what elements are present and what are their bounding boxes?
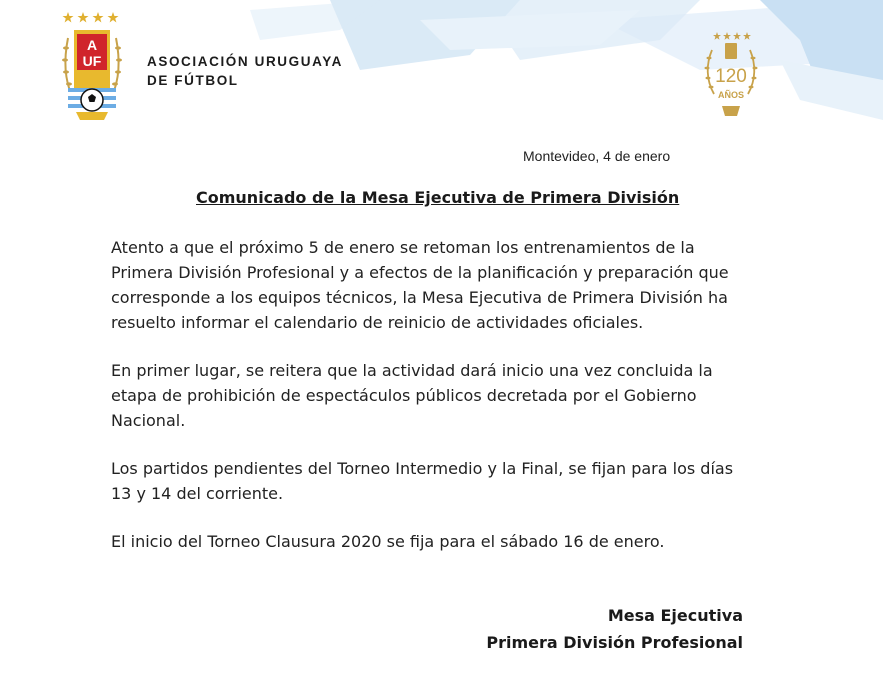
org-name-line2: DE FÚTBOL [147, 73, 239, 88]
paragraph-line: Nacional. [111, 411, 186, 430]
paragraph-line: En primer lugar, se reitera que la actividad dará inicio una vez concluida la [111, 361, 713, 380]
auf-crest-logo [60, 8, 124, 120]
crest-stars [63, 12, 119, 23]
document-date: Montevideo, 4 de enero [523, 148, 671, 164]
paragraph-line: resuelto informar el calendario de reinicio de actividades oficiales. [111, 313, 644, 332]
paragraph-line: etapa de prohibición de espectáculos públicos decretada por el Gobierno [111, 386, 697, 405]
paragraph-3 [111, 456, 751, 506]
organization-name [147, 52, 343, 90]
svg-text:UF: UF [82, 53, 102, 69]
svg-text:A: A [86, 37, 98, 53]
paragraph-line: 13 y 14 del corriente. [111, 484, 284, 503]
anniversary-number: 120 [715, 66, 747, 87]
anniversary-label: AÑOS [717, 90, 745, 100]
paragraph-line: Primera División Profesional y a efectos de la planificación y preparación que [111, 263, 729, 282]
paragraph-2 [111, 358, 751, 433]
signature-block [486, 602, 743, 656]
paragraph-line: Atento a que el próximo 5 de enero se retoman los entrenamientos de la [111, 238, 695, 257]
paragraph-4 [111, 529, 751, 554]
signature-line1: Mesa Ejecutiva [607, 606, 743, 625]
paragraph-1 [111, 235, 751, 335]
paragraph-line: El inicio del Torneo Clausura 2020 se fija para el sábado 16 de enero. [111, 532, 665, 551]
document-title: Comunicado de la Mesa Ejecutiva de Primera División [196, 188, 680, 207]
paragraph-line: corresponde a los equipos técnicos, la Mesa Ejecutiva de Primera División ha [111, 288, 728, 307]
paragraph-line: Los partidos pendientes del Torneo Intermedio y la Final, se fijan para los días [111, 459, 734, 478]
anniversary-logo [700, 30, 762, 120]
org-name-line1: ASOCIACIÓN URUGUAYA [147, 54, 343, 69]
signature-line2: Primera División Profesional [486, 633, 743, 652]
